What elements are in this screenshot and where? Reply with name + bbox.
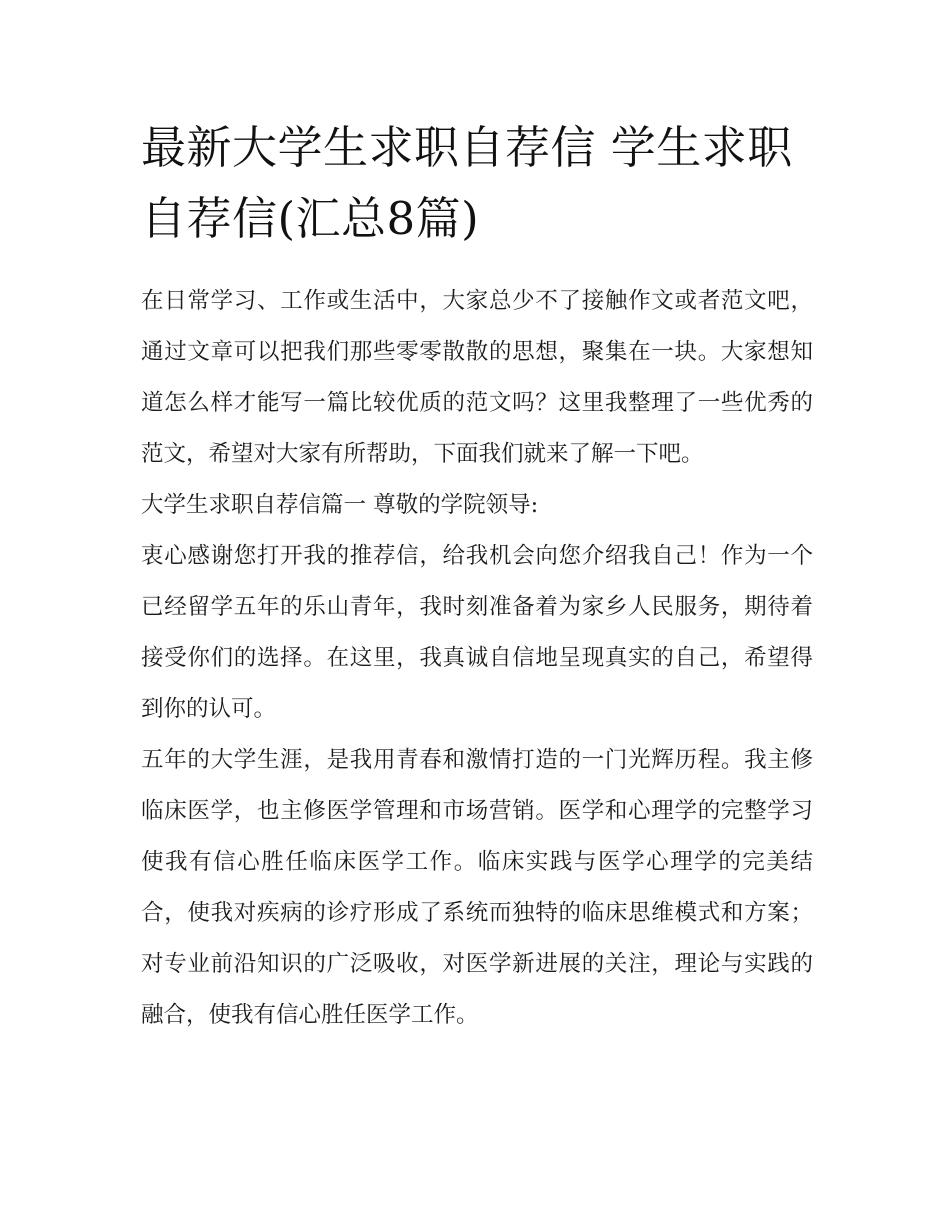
document-title: 最新大学生求职自荐信 学生求职自荐信(汇总8篇)	[141, 121, 793, 245]
letter-heading-salutation: 大学生求职自荐信篇一 尊敬的学院领导:	[141, 492, 539, 518]
intro-paragraph: 在日常学习、工作或生活中，大家总少不了接触作文或者范文吧，通过文章可以把我们那些零零散散的思想，聚集在一块。大家想知道怎么样才能写一篇比较优质的范文吗？这里我整理了一些优秀的范文，希望对大家有所帮助，下面我们就来了解一下吧。	[141, 288, 813, 467]
letter-paragraph: 五年的大学生涯，是我用青春和激情打造的一门光辉历程。我主修临床医学，也主修医学管理和市场营销。医学和心理学的完整学习使我有信心胜任临床医学工作。临床实践与医学心理学的完美结合，使我对疾病的诊疗形成了系统而独特的临床思维模式和方案；对专业前沿知识的广泛吸收，对医学新进展的关注，理论与实践的融合，使我有信心胜任医学工作。	[141, 747, 813, 1028]
letter-paragraph: 衷心感谢您打开我的推荐信，给我机会向您介绍我自己！作为一个已经留学五年的乐山青年，我时刻准备着为家乡人民服务，期待着接受你们的选择。在这里，我真诚自信地呈现真实的自己，希望得到你的认可。	[141, 543, 813, 722]
document-content	[141, 112, 813, 1041]
